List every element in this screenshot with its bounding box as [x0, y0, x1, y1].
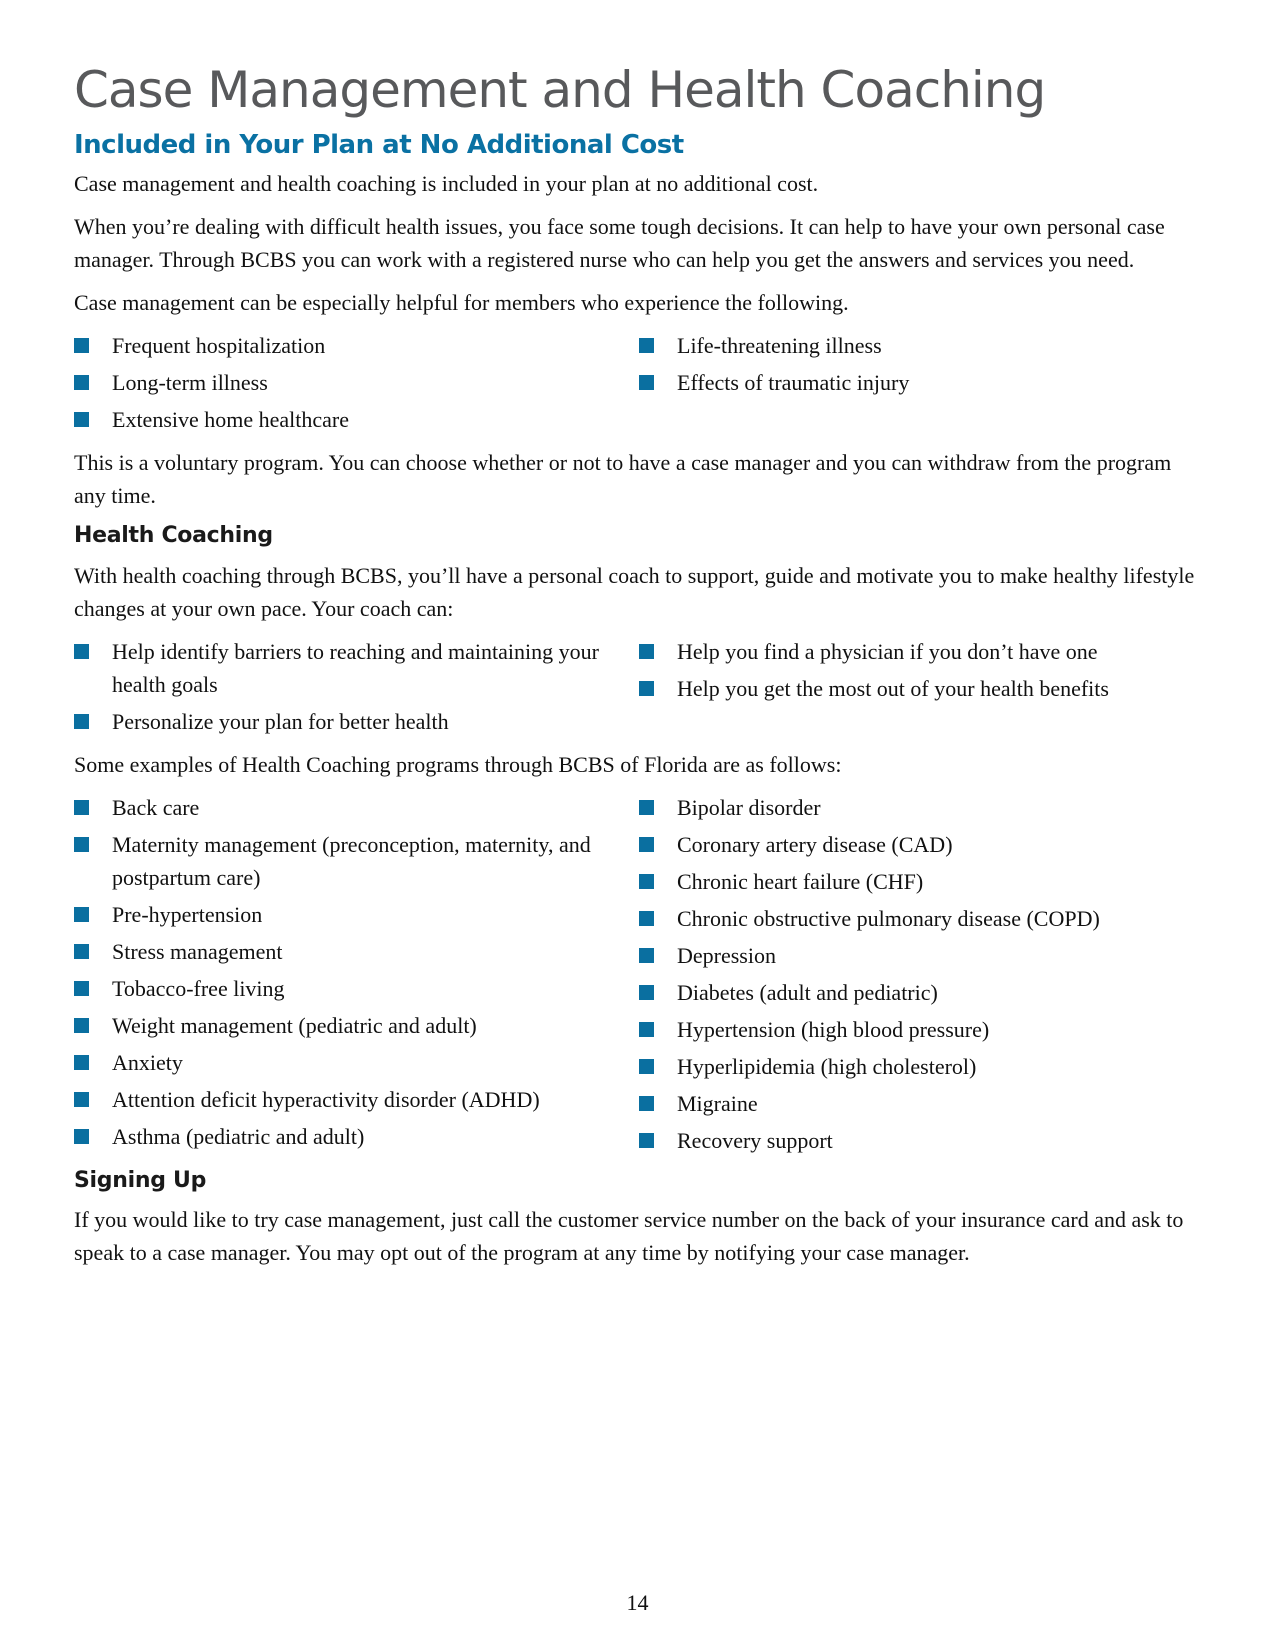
square-bullet-icon: [74, 907, 89, 922]
square-bullet-icon: [74, 338, 89, 353]
square-bullet-icon: [74, 944, 89, 959]
square-bullet-icon: [74, 1129, 89, 1144]
list-item: Life-threatening illness: [639, 329, 1204, 362]
list-item: Coronary artery disease (CAD): [639, 828, 1204, 861]
intro-paragraph: When you’re dealing with difficult health issues, you face some tough decisions. It can help to have your own personal case manager. Through BCBS you can work with a registered nurse who can help you get the answers and services you need.: [74, 214, 1165, 273]
coach-list: [74, 635, 1204, 742]
square-bullet-icon: [639, 1059, 654, 1074]
square-bullet-icon: [74, 837, 89, 852]
list-left: [74, 791, 639, 1161]
square-bullet-icon: [74, 800, 89, 815]
list-item: Depression: [639, 939, 1204, 972]
voluntary-paragraph: This is a voluntary program. You can choose whether or not to have a case manager and you can withdraw from the program any time.: [74, 450, 1172, 509]
list-right: [639, 791, 1204, 1161]
intro-paragraph: Case management and health coaching is included in your plan at no additional cost.: [74, 171, 819, 197]
square-bullet-icon: [639, 1096, 654, 1111]
list-item: Attention deficit hyperactivity disorder (ADHD): [74, 1083, 639, 1116]
signing-up-paragraph: If you would like to try case management, just call the customer service number on the back of your insurance card and ask to speak to a case manager. You may opt out of the program at any time by notifying your case manager.: [74, 1207, 1184, 1266]
programs-paragraph: Some examples of Health Coaching programs through BCBS of Florida are as follows:: [74, 751, 842, 777]
page-number: 14: [626, 1590, 649, 1615]
signing-up-heading: Signing Up: [74, 1167, 207, 1193]
list-item: Migraine: [639, 1087, 1204, 1120]
square-bullet-icon: [639, 837, 654, 852]
list-item: Hyperlipidemia (high cholesterol): [639, 1050, 1204, 1083]
list-item: Extensive home healthcare: [74, 403, 639, 436]
square-bullet-icon: [74, 375, 89, 390]
square-bullet-icon: [639, 681, 654, 696]
square-bullet-icon: [639, 800, 654, 815]
list-item: Back care: [74, 791, 639, 824]
square-bullet-icon: [639, 985, 654, 1000]
list-item: Effects of traumatic injury: [639, 366, 1204, 399]
square-bullet-icon: [639, 948, 654, 963]
list-item: Help you get the most out of your health benefits: [639, 672, 1204, 705]
list-item: Weight management (pediatric and adult): [74, 1009, 639, 1042]
square-bullet-icon: [74, 1018, 89, 1033]
square-bullet-icon: [639, 1133, 654, 1148]
list-item: Bipolar disorder: [639, 791, 1204, 824]
square-bullet-icon: [639, 911, 654, 926]
square-bullet-icon: [74, 412, 89, 427]
list-item: Tobacco-free living: [74, 972, 639, 1005]
list-left: [74, 635, 639, 742]
page-title: Case Management and Health Coaching: [74, 61, 1046, 119]
list-item: Chronic heart failure (CHF): [639, 865, 1204, 898]
square-bullet-icon: [74, 714, 89, 729]
list-item: Diabetes (adult and pediatric): [639, 976, 1204, 1009]
list-item: Chronic obstructive pulmonary disease (COPD): [639, 902, 1204, 935]
list-item: Anxiety: [74, 1046, 639, 1079]
square-bullet-icon: [639, 644, 654, 659]
list-item: Help identify barriers to reaching and maintaining your health goals: [74, 635, 639, 701]
square-bullet-icon: [639, 1022, 654, 1037]
list-item: Recovery support: [639, 1124, 1204, 1157]
list-right: [639, 635, 1204, 742]
square-bullet-icon: [639, 338, 654, 353]
list-item: Help you find a physician if you don’t have one: [639, 635, 1204, 668]
health-coaching-heading: Health Coaching: [74, 523, 273, 549]
list-item: Personalize your plan for better health: [74, 705, 639, 738]
page-subtitle: Included in Your Plan at No Additional Cost: [74, 130, 684, 160]
list-item: Pre-hypertension: [74, 898, 639, 931]
square-bullet-icon: [639, 375, 654, 390]
list-left: [74, 329, 639, 440]
list-item: Frequent hospitalization: [74, 329, 639, 362]
list-item: Stress management: [74, 935, 639, 968]
square-bullet-icon: [74, 981, 89, 996]
square-bullet-icon: [74, 1055, 89, 1070]
document-page: [74, 60, 1204, 1279]
list-item: Long-term illness: [74, 366, 639, 399]
square-bullet-icon: [74, 644, 89, 659]
intro-paragraph: Case management can be especially helpful for members who experience the following.: [74, 290, 849, 316]
list-right: [639, 329, 1204, 440]
health-coaching-paragraph: With health coaching through BCBS, you’ll have a personal coach to support, guide and motivate you to make healthy lifestyle changes at your own pace. Your coach can:: [74, 562, 1195, 621]
programs-list: [74, 791, 1204, 1161]
square-bullet-icon: [639, 874, 654, 889]
square-bullet-icon: [74, 1092, 89, 1107]
case-management-list: [74, 329, 1204, 440]
list-item: Maternity management (preconception, maternity, and postpartum care): [74, 828, 639, 894]
list-item: Hypertension (high blood pressure): [639, 1013, 1204, 1046]
list-item: Asthma (pediatric and adult): [74, 1120, 639, 1153]
